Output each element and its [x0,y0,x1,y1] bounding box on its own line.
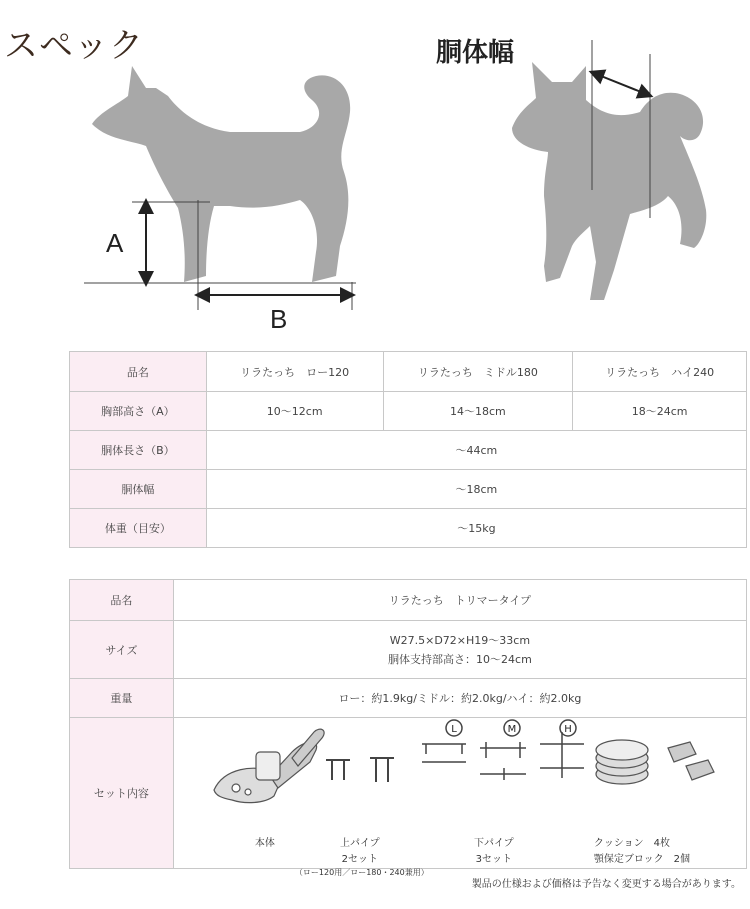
chin-block-illustration [668,742,714,780]
product-name-value: リラたっち トリマータイプ [173,580,746,621]
dog-side-silhouette [92,66,350,282]
caption-cushion: クッション 4枚 [593,838,670,849]
body-width-title: 胴体幅 [436,38,515,68]
row-head-chest-height: 胸部高さ（A） [70,392,207,431]
product-low: リラたっち ロー120 [206,352,383,392]
circle-h-label: H [564,724,572,735]
dog-front-silhouette [512,62,706,300]
main-body-illustration [214,729,324,803]
table-row [70,431,747,470]
row-head-weight: 体重（目安） [70,509,207,548]
product-spec-table [69,579,747,877]
table-row [70,392,747,431]
row-head-set-contents: セット内容 [70,718,174,869]
row-head-body-width: 胴体幅 [70,470,207,509]
mass-value: ロー：約1.9kg/ミドル：約2.0kg/ハイ：約2.0kg [173,679,746,718]
chest-high: 18〜24cm [573,392,747,431]
caption-lower-count: 3セット [475,854,513,865]
chest-middle: 14〜18cm [383,392,573,431]
table-row [70,352,747,392]
circle-m-label: M [507,724,517,735]
row-head-product-name: 品名 [70,580,174,621]
label-a: A [106,228,124,258]
caption-upper-note: （ロー120用／ロー180・240兼用） [294,868,429,877]
lower-pipe-illustration [422,720,584,780]
caption-upper-pipe: 上パイプ [339,838,380,849]
upper-pipe-illustration [326,758,394,782]
row-head-mass: 重量 [70,679,174,718]
table-row [70,718,747,869]
row-head-body-length: 胴体長さ（B） [70,431,207,470]
label-b: B [270,304,288,334]
caption-lower-pipe: 下パイプ [473,838,514,849]
row-head-product: 品名 [70,352,207,392]
size-support-height: 胴体支持部高さ：10〜24cm [388,652,532,666]
body-length-value: 〜44cm [206,431,746,470]
size-value [173,621,746,679]
caption-upper-count: 2セット [341,854,379,865]
circle-l-label: L [451,724,457,735]
product-middle: リラたっち ミドル180 [383,352,573,392]
set-contents-area [174,718,746,877]
product-high: リラたっち ハイ240 [573,352,747,392]
footnote: 製品の仕様および価格は予告なく変更する場合があります。 [471,879,741,890]
caption-main-body: 本体 [254,838,275,849]
dog-measurement-diagrams [0,0,750,345]
width-arrow [596,74,646,94]
size-spec-table [69,351,747,548]
caption-chin-block: 顎保定ブロック 2個 [593,854,690,865]
spec-title: スペック [4,26,144,66]
set-contents-cell [173,718,746,877]
body-width-value: 〜18cm [206,470,746,509]
set-items-illustration [174,718,748,828]
table-row [70,679,747,718]
row-head-size: サイズ [70,621,174,679]
table-row [70,621,747,679]
table-row [70,509,747,548]
chest-low: 10〜12cm [206,392,383,431]
cushion-illustration [596,740,648,784]
table-row [70,580,747,621]
size-dimensions: W27.5×D72×H19〜33cm [389,633,531,647]
weight-value: 〜15kg [206,509,746,548]
table-row [70,470,747,509]
